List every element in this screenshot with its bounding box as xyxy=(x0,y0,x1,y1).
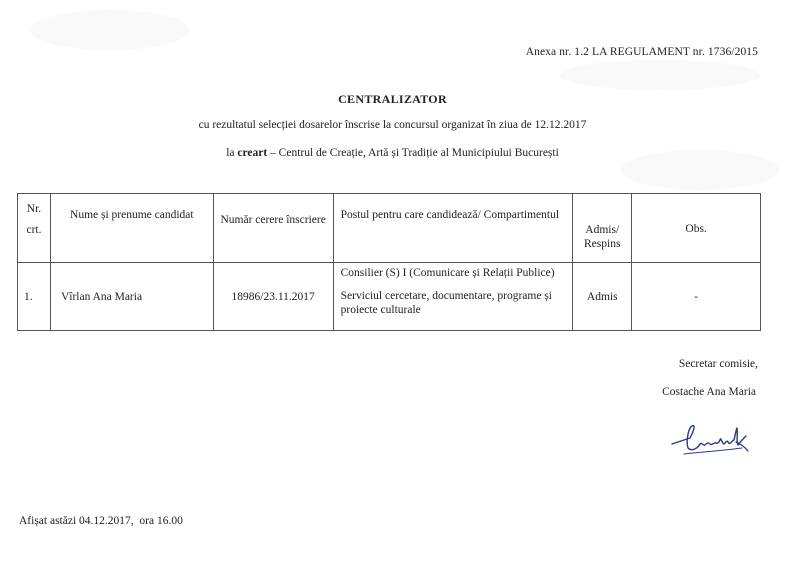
cell-position-title: Consilier (S) I (Comunicare și Relații Publice) xyxy=(340,267,555,279)
column-header-status-line2: Respins xyxy=(584,238,621,250)
table-row xyxy=(18,263,761,331)
column-header-nr-line2: crt. xyxy=(26,224,42,236)
column-header-request-no: Număr cerere înscriere xyxy=(213,194,333,263)
institution-full-name: – Centrul de Creație, Artă și Tradiție al Municipiului București xyxy=(270,147,559,159)
institution-short-name: creart xyxy=(237,147,268,159)
institution-line xyxy=(0,147,785,159)
cell-status: Admis xyxy=(573,263,632,331)
column-header-status xyxy=(573,194,632,263)
annex-reference: Anexa nr. 1.2 LA REGULAMENT nr. 1736/2015 xyxy=(525,46,758,58)
institution-prefix: la xyxy=(226,147,235,159)
cell-candidate-name: Vîrlan Ana Maria xyxy=(50,263,213,331)
document-subtitle: cu rezultatul selecției dosarelor înscrise la concursul organizat în ziua de 12.12.2017 xyxy=(198,119,587,131)
handwritten-signature xyxy=(670,418,758,458)
cell-obs: - xyxy=(632,263,761,331)
scan-smudge xyxy=(560,60,760,90)
column-header-status-line1: Admis/ xyxy=(585,224,620,236)
cell-position-department: Serviciul cercetare, documentare, programe și proiecte culturale xyxy=(340,290,552,316)
posting-date: Afișat astăzi 04.12.2017, xyxy=(19,515,134,527)
cell-position xyxy=(333,263,573,331)
cell-request-no: 18986/23.11.2017 xyxy=(213,263,333,331)
column-header-obs: Obs. xyxy=(632,194,761,263)
column-header-position: Postul pentru care candidează/ Compartimentul xyxy=(333,194,573,263)
column-header-name: Nume și prenume candidat xyxy=(50,194,213,263)
results-table xyxy=(17,193,761,331)
posting-time: ora 16.00 xyxy=(139,515,183,527)
table-header-row xyxy=(18,194,761,263)
scan-smudge xyxy=(30,10,190,50)
posting-notice xyxy=(19,515,183,527)
column-header-nr-line1: Nr. xyxy=(26,203,42,215)
secretary-name: Costache Ana Maria xyxy=(662,386,756,398)
secretary-role: Secretar comisie, xyxy=(678,358,758,370)
column-header-nr xyxy=(18,194,51,263)
cell-nr: 1. xyxy=(18,263,51,331)
document-title: CENTRALIZATOR xyxy=(338,92,447,106)
